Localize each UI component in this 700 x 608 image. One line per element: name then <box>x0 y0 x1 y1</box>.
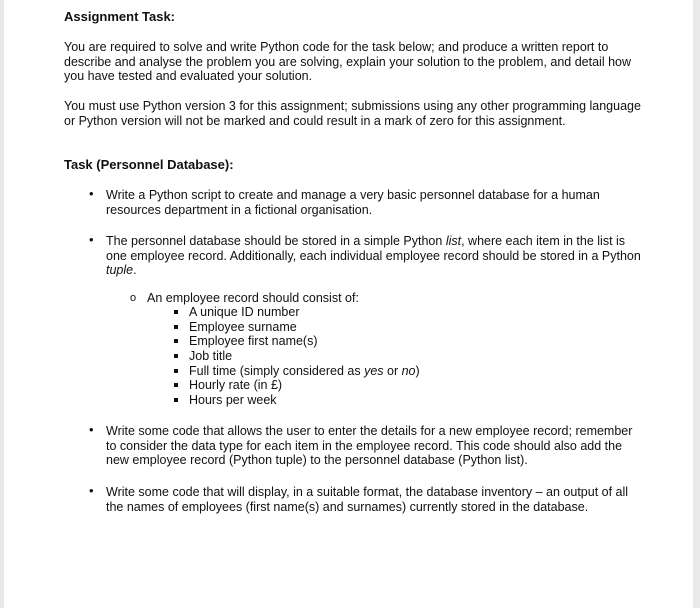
list-item: Hourly rate (in £) <box>170 378 420 393</box>
bullet-marker: • <box>89 232 94 247</box>
square-bullet-icon <box>174 339 178 343</box>
list-item: Employee first name(s) <box>170 334 420 349</box>
intro-paragraph: You are required to solve and write Python code for the task below; and produce a written report to describe and analyse the problem you are solving, explain your solution to the problem, and detail how you have tested and evaluated your solution. <box>64 40 632 84</box>
document-page <box>4 0 693 608</box>
bullet-marker: • <box>89 422 94 437</box>
bullet-marker: • <box>89 483 94 498</box>
task-bullet-1: Write a Python script to create and manage a very basic personnel database for a human resources department in a fictional organisation. <box>106 188 600 217</box>
task-bullet-3: Write some code that allows the user to enter the details for a new employee record; remember to consider the data type for each item in the employee record. This code should also add the new employee record (Python tuple) to the personnel database (Python list). <box>106 424 633 468</box>
square-bullet-icon <box>174 310 178 314</box>
task-bullet-2: The personnel database should be stored in a simple Python list, where each item in the list is one employee record. Additionally, each individual employee record should be stored in a Python tuple. <box>106 234 641 278</box>
list-item: Hours per week <box>170 393 420 408</box>
list-item: Full time (simply considered as yes or no) <box>170 364 420 379</box>
record-fields-intro: An employee record should consist of: <box>147 291 359 305</box>
list-item: Employee surname <box>170 320 420 335</box>
square-bullet-icon <box>174 325 178 329</box>
square-bullet-icon <box>174 398 178 402</box>
task-bullet-4: Write some code that will display, in a suitable format, the database inventory – an output of all the names of employees (first name(s) and surnames) currently stored in the database. <box>106 485 629 514</box>
document-body <box>4 0 693 608</box>
square-bullet-icon <box>174 354 178 358</box>
bullet-marker: • <box>89 186 94 201</box>
task-heading: Task (Personnel Database): <box>64 157 234 172</box>
record-fields-list <box>170 305 420 408</box>
square-bullet-icon <box>174 383 178 387</box>
square-bullet-icon <box>174 369 178 373</box>
assignment-heading: Assignment Task: <box>64 9 176 24</box>
list-item: A unique ID number <box>170 305 420 320</box>
list-item: Job title <box>170 349 420 364</box>
python-version-paragraph: You must use Python version 3 for this assignment; submissions using any other programming language or Python version will not be marked and could result in a mark of zero for this assignment. <box>64 99 641 128</box>
sub-bullet-marker: o <box>130 292 137 304</box>
